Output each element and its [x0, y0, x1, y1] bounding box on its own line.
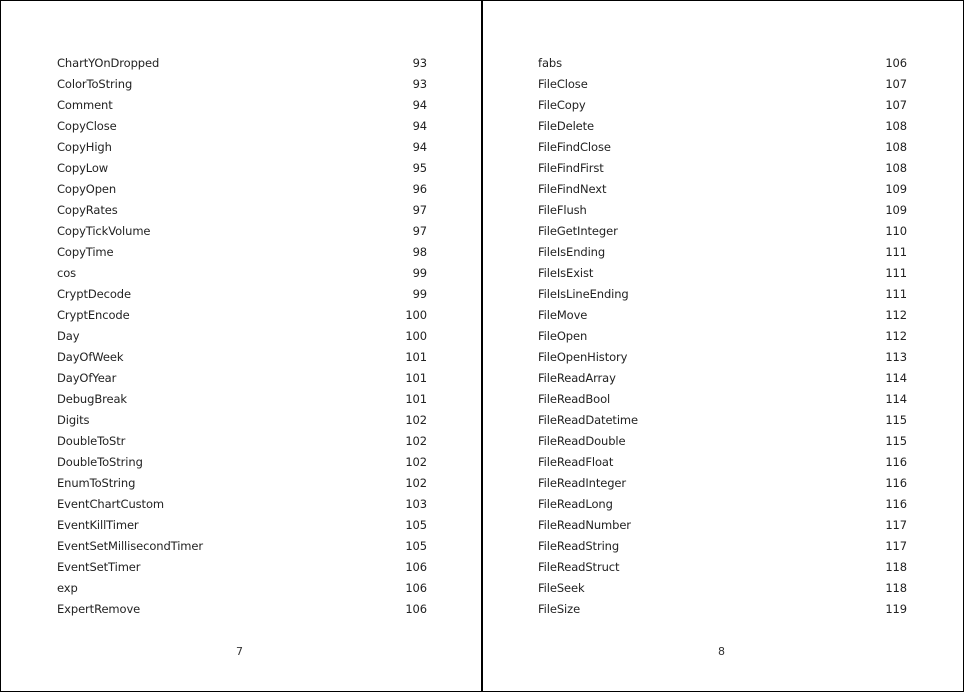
entry-name: FileIsLineEnding [538, 286, 629, 301]
entry-page-number: 94 [412, 97, 427, 112]
entry-page-number: 102 [405, 454, 427, 469]
entry-name: FileReadFloat [538, 454, 614, 469]
index-entry [57, 598, 427, 619]
entry-name: FileCopy [538, 97, 586, 112]
entry-name: cos [57, 265, 77, 280]
index-entry [538, 136, 907, 157]
index-entry [57, 178, 427, 199]
index-entry [538, 241, 907, 262]
index-entry [538, 346, 907, 367]
index-entry [57, 472, 427, 493]
entry-name: FileSeek [538, 580, 585, 595]
entry-name: EventKillTimer [57, 517, 139, 532]
entry-page-number: 114 [885, 370, 907, 385]
entry-page-number: 100 [405, 328, 427, 343]
index-entry [538, 52, 907, 73]
index-entry [538, 220, 907, 241]
entry-name: FileOpen [538, 328, 588, 343]
entry-page-number: 119 [885, 601, 907, 616]
entry-name: EventSetMillisecondTimer [57, 538, 204, 553]
entry-name: EventSetTimer [57, 559, 141, 574]
entry-name: ExpertRemove [57, 601, 141, 616]
entry-page-number: 97 [412, 223, 427, 238]
entry-page-number: 108 [885, 160, 907, 175]
entry-page-number: 116 [885, 496, 907, 511]
entry-page-number: 102 [405, 412, 427, 427]
entry-name: FileFindFirst [538, 160, 604, 175]
entry-page-number: 99 [412, 286, 427, 301]
index-entry [57, 94, 427, 115]
entry-page-number: 96 [412, 181, 427, 196]
index-entry [57, 304, 427, 325]
index-entry [57, 136, 427, 157]
entry-page-number: 111 [885, 265, 907, 280]
index-entry [538, 283, 907, 304]
index-entry [57, 199, 427, 220]
entry-page-number: 114 [885, 391, 907, 406]
index-entry [57, 556, 427, 577]
index-entry [538, 430, 907, 451]
entry-name: FileClose [538, 76, 588, 91]
entry-page-number: 113 [885, 349, 907, 364]
entry-name: FileReadNumber [538, 517, 631, 532]
index-entry [57, 346, 427, 367]
entry-page-number: 112 [885, 328, 907, 343]
entry-page-number: 108 [885, 118, 907, 133]
index-entry [538, 178, 907, 199]
entry-page-number: 97 [412, 202, 427, 217]
entry-page-number: 106 [885, 55, 907, 70]
index-entry [57, 493, 427, 514]
entry-page-number: 109 [885, 181, 907, 196]
entry-name: Comment [57, 97, 113, 112]
index-entry [538, 409, 907, 430]
entry-page-number: 111 [885, 244, 907, 259]
entry-page-number: 101 [405, 349, 427, 364]
index-entry [57, 241, 427, 262]
index-entry [538, 115, 907, 136]
index-list-left [57, 52, 427, 619]
entry-name: FileReadString [538, 538, 620, 553]
entry-name: Day [57, 328, 80, 343]
index-entry [57, 283, 427, 304]
index-entry [57, 388, 427, 409]
entry-page-number: 108 [885, 139, 907, 154]
index-entry [57, 409, 427, 430]
entry-page-number: 98 [412, 244, 427, 259]
entry-name: CopyRates [57, 202, 118, 217]
entry-page-number: 94 [412, 139, 427, 154]
entry-page-number: 117 [885, 538, 907, 553]
index-entry [538, 262, 907, 283]
entry-page-number: 99 [412, 265, 427, 280]
entry-name: CopyTickVolume [57, 223, 151, 238]
entry-name: EnumToString [57, 475, 136, 490]
index-entry [57, 325, 427, 346]
entry-name: CopyClose [57, 118, 117, 133]
entry-name: fabs [538, 55, 562, 70]
entry-name: FileDelete [538, 118, 595, 133]
entry-name: FileMove [538, 307, 588, 322]
entry-page-number: 111 [885, 286, 907, 301]
entry-name: CopyHigh [57, 139, 112, 154]
index-entry [538, 493, 907, 514]
entry-name: FileReadLong [538, 496, 613, 511]
index-entry [538, 73, 907, 94]
entry-page-number: 102 [405, 475, 427, 490]
index-entry [538, 157, 907, 178]
index-entry [538, 94, 907, 115]
entry-page-number: 102 [405, 433, 427, 448]
index-entry [538, 325, 907, 346]
entry-page-number: 118 [885, 559, 907, 574]
entry-name: FileReadArray [538, 370, 616, 385]
entry-page-number: 95 [412, 160, 427, 175]
entry-page-number: 107 [885, 76, 907, 91]
index-entry [57, 157, 427, 178]
entry-page-number: 117 [885, 517, 907, 532]
index-entry [57, 451, 427, 472]
entry-name: DoubleToString [57, 454, 143, 469]
entry-name: DoubleToStr [57, 433, 126, 448]
entry-page-number: 109 [885, 202, 907, 217]
index-entry [538, 535, 907, 556]
entry-name: FileReadBool [538, 391, 611, 406]
index-entry [57, 577, 427, 598]
entry-page-number: 100 [405, 307, 427, 322]
entry-page-number: 103 [405, 496, 427, 511]
entry-page-number: 118 [885, 580, 907, 595]
entry-name: DayOfWeek [57, 349, 124, 364]
book-spine-divider [481, 0, 483, 692]
entry-name: FileIsExist [538, 265, 594, 280]
entry-name: FileOpenHistory [538, 349, 628, 364]
index-entry [538, 367, 907, 388]
index-entry [538, 472, 907, 493]
index-entry [538, 199, 907, 220]
entry-name: CopyLow [57, 160, 109, 175]
index-entry [538, 451, 907, 472]
page-number-text: 8 [718, 645, 725, 658]
index-entry [538, 388, 907, 409]
entry-page-number: 101 [405, 370, 427, 385]
entry-name: exp [57, 580, 78, 595]
index-entry [57, 73, 427, 94]
entry-page-number: 116 [885, 454, 907, 469]
entry-name: ChartYOnDropped [57, 55, 160, 70]
entry-name: FileFindNext [538, 181, 607, 196]
entry-name: FileReadDatetime [538, 412, 639, 427]
entry-name: FileIsEnding [538, 244, 606, 259]
entry-page-number: 93 [412, 76, 427, 91]
entry-name: DayOfYear [57, 370, 117, 385]
index-entry [57, 52, 427, 73]
entry-name: CopyTime [57, 244, 114, 259]
entry-name: FileGetInteger [538, 223, 618, 238]
index-list-right [538, 52, 907, 619]
entry-page-number: 115 [885, 412, 907, 427]
index-entry [538, 304, 907, 325]
entry-name: FileReadDouble [538, 433, 626, 448]
index-entry [57, 115, 427, 136]
entry-page-number: 106 [405, 580, 427, 595]
entry-page-number: 107 [885, 97, 907, 112]
entry-name: FileReadInteger [538, 475, 627, 490]
index-entry [538, 598, 907, 619]
entry-page-number: 110 [885, 223, 907, 238]
right-page [482, 0, 964, 692]
index-entry [57, 514, 427, 535]
index-entry [57, 262, 427, 283]
entry-name: CopyOpen [57, 181, 117, 196]
entry-page-number: 106 [405, 601, 427, 616]
entry-page-number: 112 [885, 307, 907, 322]
entry-page-number: 101 [405, 391, 427, 406]
entry-name: CryptDecode [57, 286, 131, 301]
index-entry [538, 556, 907, 577]
entry-name: CryptEncode [57, 307, 130, 322]
entry-name: FileReadStruct [538, 559, 620, 574]
entry-name: Digits [57, 412, 90, 427]
entry-name: ColorToString [57, 76, 133, 91]
entry-page-number: 116 [885, 475, 907, 490]
index-entry [57, 535, 427, 556]
entry-name: FileSize [538, 601, 581, 616]
entry-page-number: 115 [885, 433, 907, 448]
index-entry [57, 220, 427, 241]
index-entry [57, 367, 427, 388]
entry-page-number: 93 [412, 55, 427, 70]
entry-page-number: 94 [412, 118, 427, 133]
index-entry [538, 514, 907, 535]
entry-page-number: 105 [405, 517, 427, 532]
index-entry [57, 430, 427, 451]
entry-name: FileFindClose [538, 139, 611, 154]
entry-name: EventChartCustom [57, 496, 165, 511]
entry-name: DebugBreak [57, 391, 127, 406]
index-entry [538, 577, 907, 598]
entry-page-number: 105 [405, 538, 427, 553]
entry-page-number: 106 [405, 559, 427, 574]
entry-name: FileFlush [538, 202, 587, 217]
page-number-text: 7 [236, 645, 243, 658]
